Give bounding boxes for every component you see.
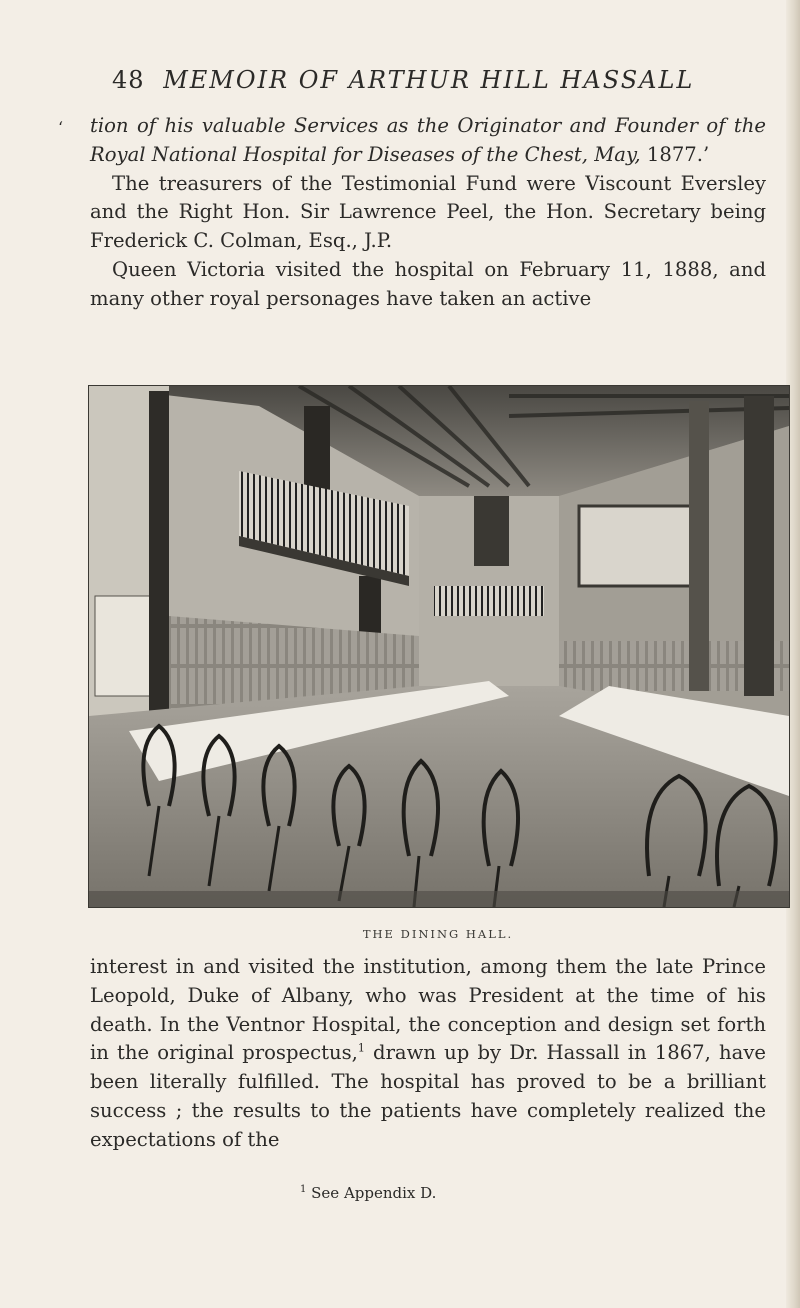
bottom-text-block [90,953,766,1155]
paragraph-interest [90,953,766,1155]
quote-italic-text: tion of his valuable Services as the Originator and Founder of the Royal National Hospital for Diseases of the Chest, May, [90,114,766,166]
running-header [112,66,772,94]
footnote-marker: 1 [300,1184,307,1195]
dining-hall-photograph [88,385,790,908]
running-title: MEMOIR OF ARTHUR HILL HASSALL [163,66,695,94]
plate-caption: THE DINING HALL. [362,927,514,941]
paragraph-interest-part2: drawn up by Dr. Hassall in 1867, have been literally fulfilled. The hospital has proved to be a brilliant success ; the results to the patients have completely realized the expectations of the [90,1041,766,1151]
footnote-reference: 1 [357,1041,365,1055]
paragraph-treasurers: The treasurers of the Testimonial Fund were Viscount Eversley and the Right Hon. Sir Lawrence Peel, the Hon. Secretary being Frederick C. Colman, Esq., J.P. [90,171,766,253]
quote-continuation [90,112,766,170]
top-text-block [90,112,766,314]
paragraph-interest-part1: interest in and visited the institution, among them the late Prince Leopold, Duke of Albany, who was President at the time of his death. In the Ventnor Hospital, the conception and design set forth in the original prospectus, [90,955,766,1065]
quote-end-text: 1877.’ [640,142,710,166]
paragraph-queen-victoria: Queen Victoria visited the hospital on February 11, 1888, and many other royal personages have taken an active [90,257,766,310]
page-number: 48 [112,66,145,94]
footnote [300,1184,600,1202]
footnote-text: See Appendix D. [306,1184,437,1202]
quote-mark: ‘ [58,118,64,137]
